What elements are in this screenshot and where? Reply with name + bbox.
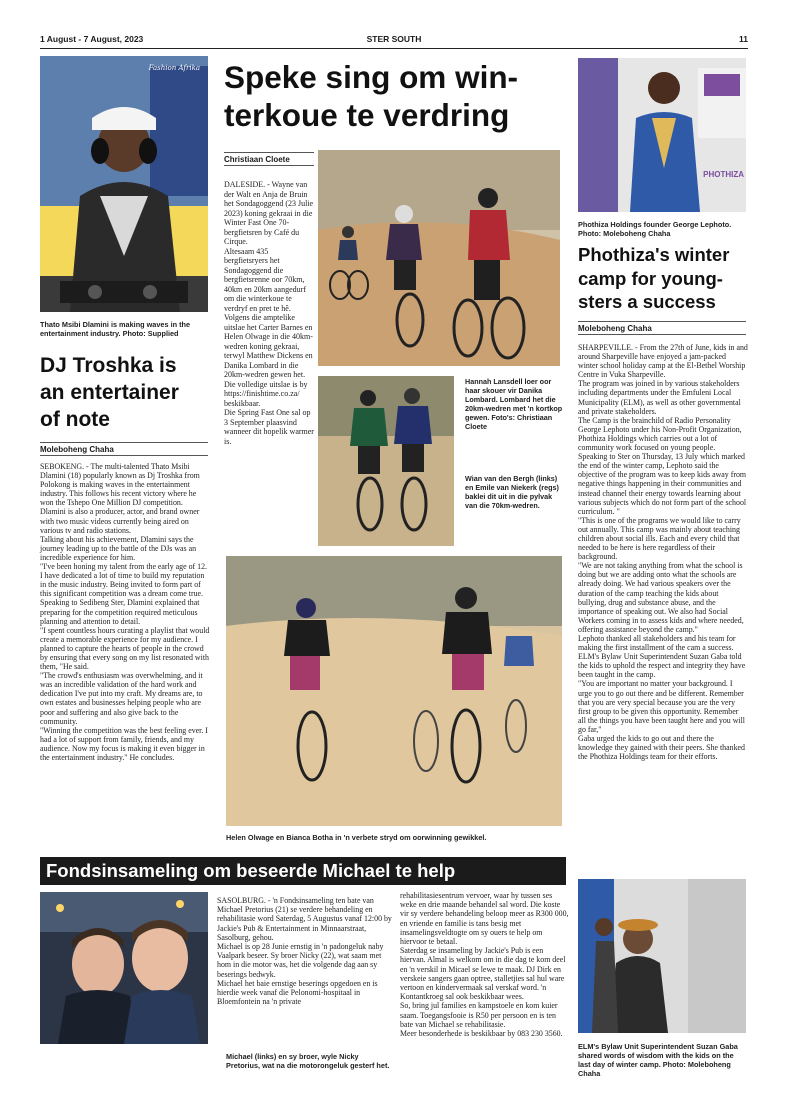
dj-headline [40,352,210,433]
photo-watermark: Fashion Afrika [148,64,200,72]
paragraph: Die volledige uitslae is by https://finishtime.co.za/ beskikbaar. [224,379,308,408]
paragraph: The program was joined in by various stakeholders including departments under the Emfuleni Local Municipality (ELM), as well as other governmental and private stakeholders. [578,379,741,416]
dj-headline-line: of note [40,408,110,431]
publication-name: STER SOUTH [366,34,422,44]
paragraph: "This is one of the programs we would like to carry out annually. This camp was mainly about teaching children about social ills. Each and every child that needed to be here is here regardless of their background. [578,515,741,562]
paragraph: Michael is op 28 Junie ernstig in 'n padongeluk naby Vaalpark beseer. Sy broer Nicky (22), wat saam met hom in die motor was, het die volgende dag aan sy beserings bedwyk. [217,942,384,979]
dj-photo-caption: Thato Msibi Dlamini is making waves in the entertainment industry. Photo: Supplied [40,320,191,338]
paragraph: Speaking to Ster on Thursday, 13 July which marked the end of the winter camp, Lephoto said the objective of the program was to keep kids away from negative things happening in their communities and instead channel their energy towards learning about various subjects which do not form part of the school curriculum. " [578,452,747,516]
camp-headline-line: sters a success [578,291,716,312]
dj-headline-line: an entertainer [40,381,179,404]
brothers-photo [40,892,208,1044]
michael-body-col2 [400,891,570,1038]
main-caption-top: Hannah Lansdell loer oor haar skouer vir Danika Lombard. Lombard het die 20km-wedren met 'n kortkop gewen. Foto's: Christiaan Cloete [465,377,563,431]
main-caption-middle: Wian van den Bergh (links) en Emile van Niekerk (regs) baklei dit uit in die pylvak van die 70km-wedren. [465,474,559,510]
header-rule [40,48,748,49]
michael-body-col1 [217,896,392,1006]
paragraph: "I've been honing my talent from the early age of 12. I have dedicated a lot of time to build my reputation in the music industry. Being invited to form part of this significant competition was a dream come true. [40,562,208,599]
main-photo-bottom [226,556,562,826]
camp-body [578,343,748,761]
paragraph: DALESIDE. - Wayne van der Walt en Anja de Bruin het Sondagoggend (23 Julie 2023) koning gekraai in die Winter Fast One 70-bergfietsren by Café du Cirque. [224,180,314,246]
paragraph: "Winning the competition was the best feeling ever. I had a lot of support from family, friends, and my audience. Now my focus is making it even bigger in the entertainment industry." He concludes. [40,725,208,762]
michael-banner-headline: Fondsinsameling om beseerde Michael te help [40,857,566,885]
camp-headline-line: Phothiza's winter [578,244,730,265]
main-headline-line: Speke sing om win- [224,59,519,95]
lephoto-photo [578,58,746,212]
camp-headline [578,243,748,314]
paragraph: Lephoto thanked all stakeholders and his team for making the first installment of the cam a success. [578,634,736,653]
paragraph: "You are important no matter your background. I urge you to go out there and be different. Remember that you are very special because you are the very first group to be given this opportunity. Remember all the things you have been taught here and you will go far," [578,679,745,734]
paragraph: Michael het baie ernstige beserings opgedoen en is hierdie week vanaf die Pelonomi-hospitaal in Bloemfontein na 'n private [217,978,378,1007]
dj-body [40,462,210,762]
paragraph: Gaba urged the kids to go out and there the knowledge they gained with their peers. She thanked the Phothiza Holdings team for their efforts. [578,734,745,762]
paragraph: SHARPEVILLE. - From the 27th of June, kids in and around Sharpeville have enjoyed a jam-packed winter school holiday camp at the El-Bethel Worship Centre in Vuka Sharpeville. [578,343,748,380]
paragraph: rehabilitasiesentrum vervoer, waar hy tussen ses weke en drie maande behandel sal word. Die koste vir sy verdere behandeling beloop meer as R300 000, en vriende en familie is tans besig met insamelingsveldtogte om sy ouers te help om hiervoor te betaal. [400,891,569,947]
dj-byline: Moleboheng Chaha [40,442,208,456]
main-headline-line: terkoue te verdring [224,97,510,133]
paragraph: Meer besonderhede is beskikbaar by 083 230 3560. [400,1029,563,1039]
dj-headline-line: DJ Troshka is [40,354,177,377]
main-body [224,180,314,446]
paragraph: Talking about his achievement, Dlamini says the journey leading up to the battle of the DJs was an incredible experience for him. [40,534,197,562]
main-caption-bottom: Helen Olwage en Bianca Botha in 'n verbete stryd om oorwinning gewikkel. [226,833,487,842]
paragraph: Die Spring Fast One sal op 3 September plaasvind wanneer dit hopelik warmer is. [224,408,314,446]
paragraph: The Camp is the brainchild of Radio Personality George Lephoto under his Non-Profit Organization, Phothiza Holdings which carries out a lot of community work focused on young people. [578,415,742,453]
main-photo-middle [318,376,454,546]
camp-byline: Moleboheng Chaha [578,321,746,335]
paragraph: Dlamini is also a producer, actor, and brand owner with two music videos currently being aired on various tv and radio stations. [40,507,200,535]
paragraph: So, bring jul families en kampstoele en kom kuier saam. Toegangsfooie is R50 per persoon en is ten bate van Michael se rehabilitasie. [400,1001,558,1029]
paragraph: "The crowd's enthusiasm was overwhelming, and it was an incredible validation of the hard work and dedication I've put into my craft. My dreams are, to own estates and businesses helping people who are poor and suffering and also give back to the community. [40,671,203,726]
paragraph: "I spent countless hours curating a playlist that would create a memorable experience for my audience. I planned to capture the hearts of people in the crowd by ensuring that every song on my list resonated with them, "He said. [40,625,210,672]
camp-headline-line: camp for young- [578,267,723,289]
paragraph: SEBOKENG. - The multi-talented Thato Msibi Dlamini (18) popularly known as Dj Troshka from Polokong is making waves in the entertainment industry. This follows his recent victory where he won the Tshepo One Million DJ competition. [40,462,200,508]
main-byline: Christiaan Cloete [224,152,314,166]
issue-date: 1 August - 7 August, 2023 [40,34,144,44]
lephoto-caption: Phothiza Holdings founder George Lephoto. Photo: Moleboheng Chaha [578,220,732,238]
paragraph: Altesaam 435 bergfietsryers het Sondagoggend die bergfietsrenne oor 70km, 40km en 20km aangedurf om die winterkoue te verdryf en pret te hê. [224,246,306,313]
dj-photo [40,56,208,312]
paragraph: Saterdag se insameling by Jackie's Pub is een hiervan. Almal is welkom om in die dag te kom deel en 'n verskil in Micael se lewe te maak. DJ Dirk en verskeie sangers gaan optree, stalletjies sal hul ware vertoon en kindervermaak sal verskaf word. 'n Kontantkroeg sal ook beskikbaar wees. [400,946,566,1002]
page-header [40,34,748,46]
main-headline [224,58,564,134]
paragraph: Speaking to Sedibeng Ster, Dlamini explained that preparing for the competition required meticulous planning and attention to detail. [40,598,200,626]
gaba-photo [578,879,746,1033]
paragraph: SASOLBURG. - 'n Fondsinsameling ten bate van Michael Pretorius (21) se verdere behandeling en rehabilitasie word Saterdag, 5 Augustus vanaf 12:00 by Jackie's Pub & Entertainment in Minnaarstraat, Sasolburg, gehou. [217,896,392,942]
paragraph: "We are not taking anything from what the school is doing but we are adding onto what the schools are already doing. We had various speakers over the duration of the camp teaching the kids about bullying, drug and substance abuse, and the importance of speaking out. We also had Social Workers coming in to assess kids and where needed, offering assistance beyond the camp." [578,561,744,634]
gaba-caption: ELM's Bylaw Unit Superintendent Suzan Gaba shared words of wisdom with the kids on the last day of winter camp. Photo: Moleboheng Chaha [578,1042,738,1078]
main-photo-top [318,150,560,366]
brothers-caption: Michael (links) en sy broer, wyle Nicky Pretorius, wat na die motorongeluk gesterf het. [226,1052,390,1070]
page-number: 11 [739,34,748,44]
paragraph: ELM's Bylaw Unit Superintendent Suzan Gaba told the kids to uphold the respect and integrity they have been taught in the camp. [578,652,746,680]
paragraph: Volgens die amptelike uitslae het Carter Barnes en Helen Olwage in die 40km-wedren koning gekraai, terwyl Matthew Dickens en Danika Lombard in die 20km-wedren gewen het. [224,313,313,379]
photo-banner-text: PHOTHIZA [703,170,744,179]
